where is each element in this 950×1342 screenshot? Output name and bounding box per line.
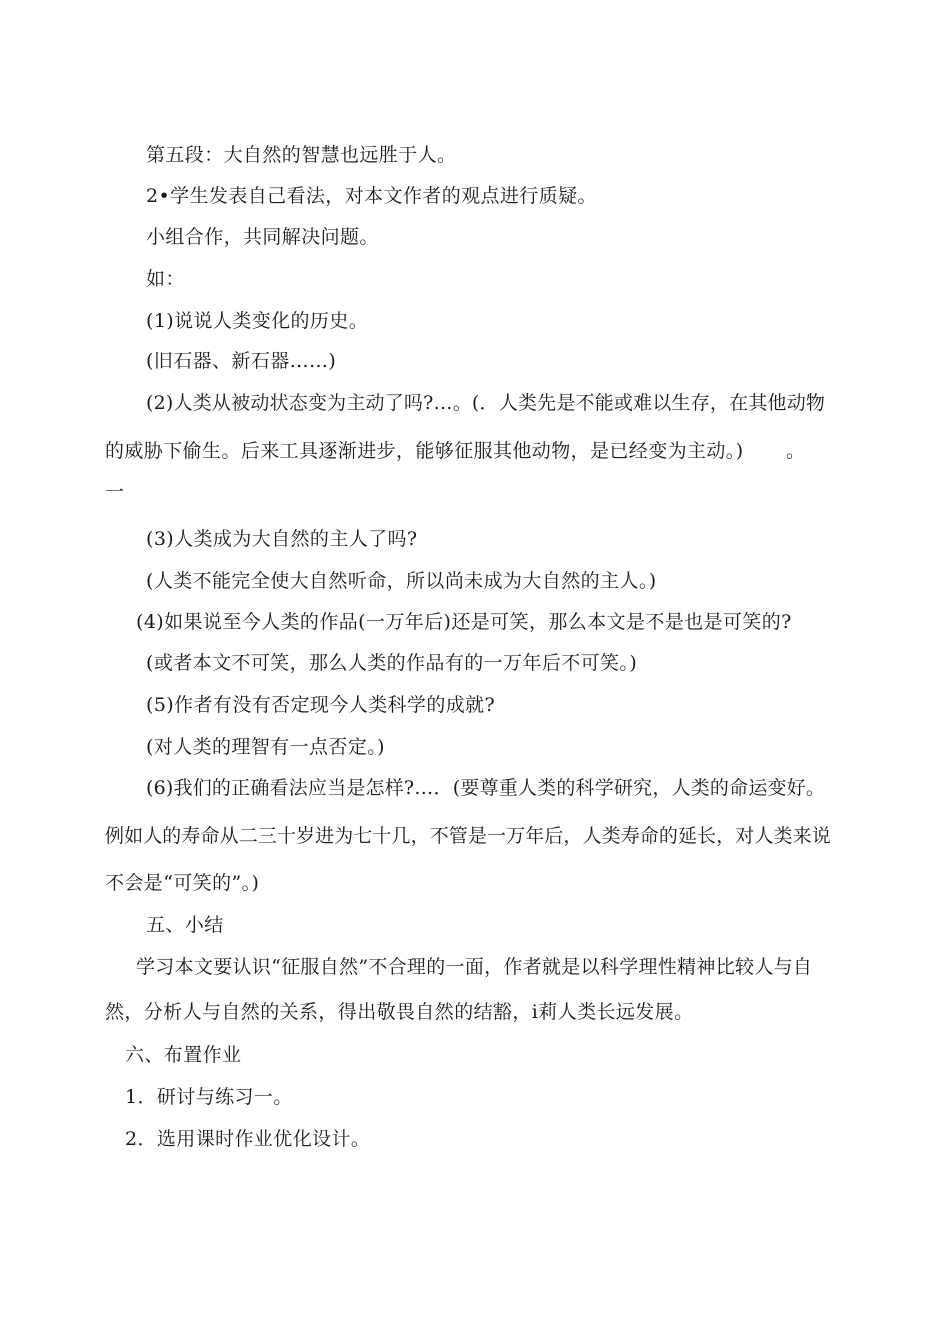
text-line: (3)人类成为大自然的主人了吗? [146, 528, 418, 550]
text-line: (5)作者有没有否定现今人类科学的成就? [146, 694, 496, 716]
text-line: 例如人的寿命从二三十岁进为七十几，不管是一万年后，人类寿命的延长，对人类来说 [105, 825, 831, 847]
text-line: (对人类的理智有一点否定。) [146, 736, 385, 758]
text-line: 。 [786, 440, 806, 462]
text-line: 然，分析人与自然的关系，得出敬畏自然的结豁，i莉人类长远发展。 [105, 1001, 694, 1023]
text-line: 小组合作，共同解决问题。 [146, 226, 379, 248]
text-line: 如： [146, 268, 185, 290]
section-heading: 六、布置作业 [125, 1044, 242, 1066]
text-line: 的威胁下偷生。后来工具逐渐进步，能够征服其他动物，是已经变为主动。) [105, 440, 744, 462]
text-line: (或者本文不可笑，那么人类的作品有的一万年后不可笑。) [146, 652, 638, 674]
text-line: (4)如果说至今人类的作品(一万年后)还是可笑，那么本文是不是也是可笑的? [136, 611, 792, 633]
text-line: 不会是“可笑的”。) [105, 872, 260, 894]
text-line: (2)人类从被动状态变为主动了吗?…。(．人类先是不能或难以生存，在其他动物 [146, 392, 826, 414]
text-line: (6)我们的正确看法应当是怎样?…．(要尊重人类的科学研究，人类的命运变好。 [146, 777, 826, 799]
list-item: 1．研讨与练习一。 [125, 1086, 293, 1108]
text-line: (人类不能完全使大自然听命，所以尚未成为大自然的主人。) [146, 570, 657, 592]
text-line: (1)说说人类变化的历史。 [146, 310, 369, 332]
section-heading: 五、小结 [146, 914, 224, 936]
list-item: 2．选用课时作业优化设计。 [125, 1128, 371, 1150]
text-line: 第五段：大自然的智慧也远胜于人。 [146, 144, 457, 166]
text-line: (旧石器、新石器……) [146, 350, 337, 372]
text-line: 2•学生发表自己看法，对本文作者的观点进行质疑。 [146, 185, 597, 207]
text-line: 学习本文要认识“征服自然”不合理的一面，作者就是以科学理性精神比较人与自 [136, 956, 813, 978]
text-line: 一 [105, 481, 125, 503]
